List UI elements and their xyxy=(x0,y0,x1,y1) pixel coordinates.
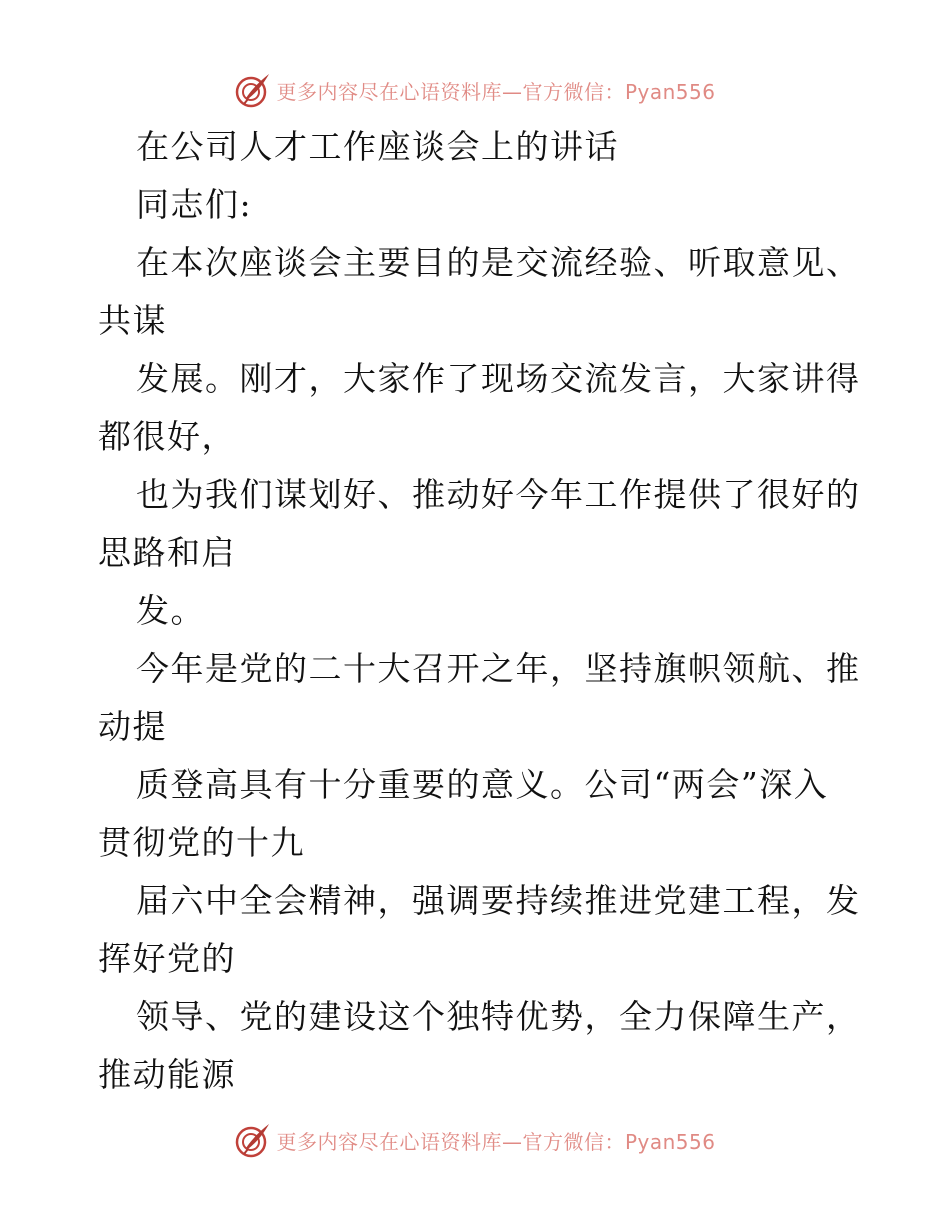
text-line: 动提 xyxy=(98,707,167,746)
text-line: 发。 xyxy=(136,591,205,630)
text-line: 挥好党的 xyxy=(98,939,236,978)
document-title: 在公司人才工作座谈会上的讲话 xyxy=(136,127,619,166)
quill-logo-icon xyxy=(234,1121,272,1159)
text-line: 在本次座谈会主要目的是交流经验、听取意见、 xyxy=(136,243,861,282)
footer-watermark-banner xyxy=(0,1118,950,1162)
text-line: 都很好， xyxy=(98,417,236,456)
text-line: 也为我们谋划好、推动好今年工作提供了很好的 xyxy=(136,475,861,514)
text-line: 今年是党的二十大召开之年，坚持旗帜领航、推 xyxy=(136,649,861,688)
footer-banner-text: 更多内容尽在心语资料库—官方微信：Pyan556 xyxy=(276,1129,716,1154)
header-banner-text: 更多内容尽在心语资料库—官方微信：Pyan556 xyxy=(276,79,716,104)
text-line: 推动能源 xyxy=(98,1055,236,1094)
document-body xyxy=(0,118,950,1104)
text-line: 质登高具有十分重要的意义。公司“两会”深入 xyxy=(136,765,829,804)
text-line: 共谋 xyxy=(98,301,167,340)
text-line: 发展。刚才，大家作了现场交流发言，大家讲得 xyxy=(136,359,861,398)
quill-logo-icon xyxy=(234,71,272,109)
salutation: 同志们: xyxy=(136,185,253,224)
text-line: 贯彻党的十九 xyxy=(98,823,305,862)
text-line: 届六中全会精神，强调要持续推进党建工程，发 xyxy=(136,881,861,920)
header-watermark-banner xyxy=(0,68,950,112)
text-line: 思路和启 xyxy=(98,533,236,572)
text-line: 领导、党的建设这个独特优势，全力保障生产， xyxy=(136,997,861,1036)
